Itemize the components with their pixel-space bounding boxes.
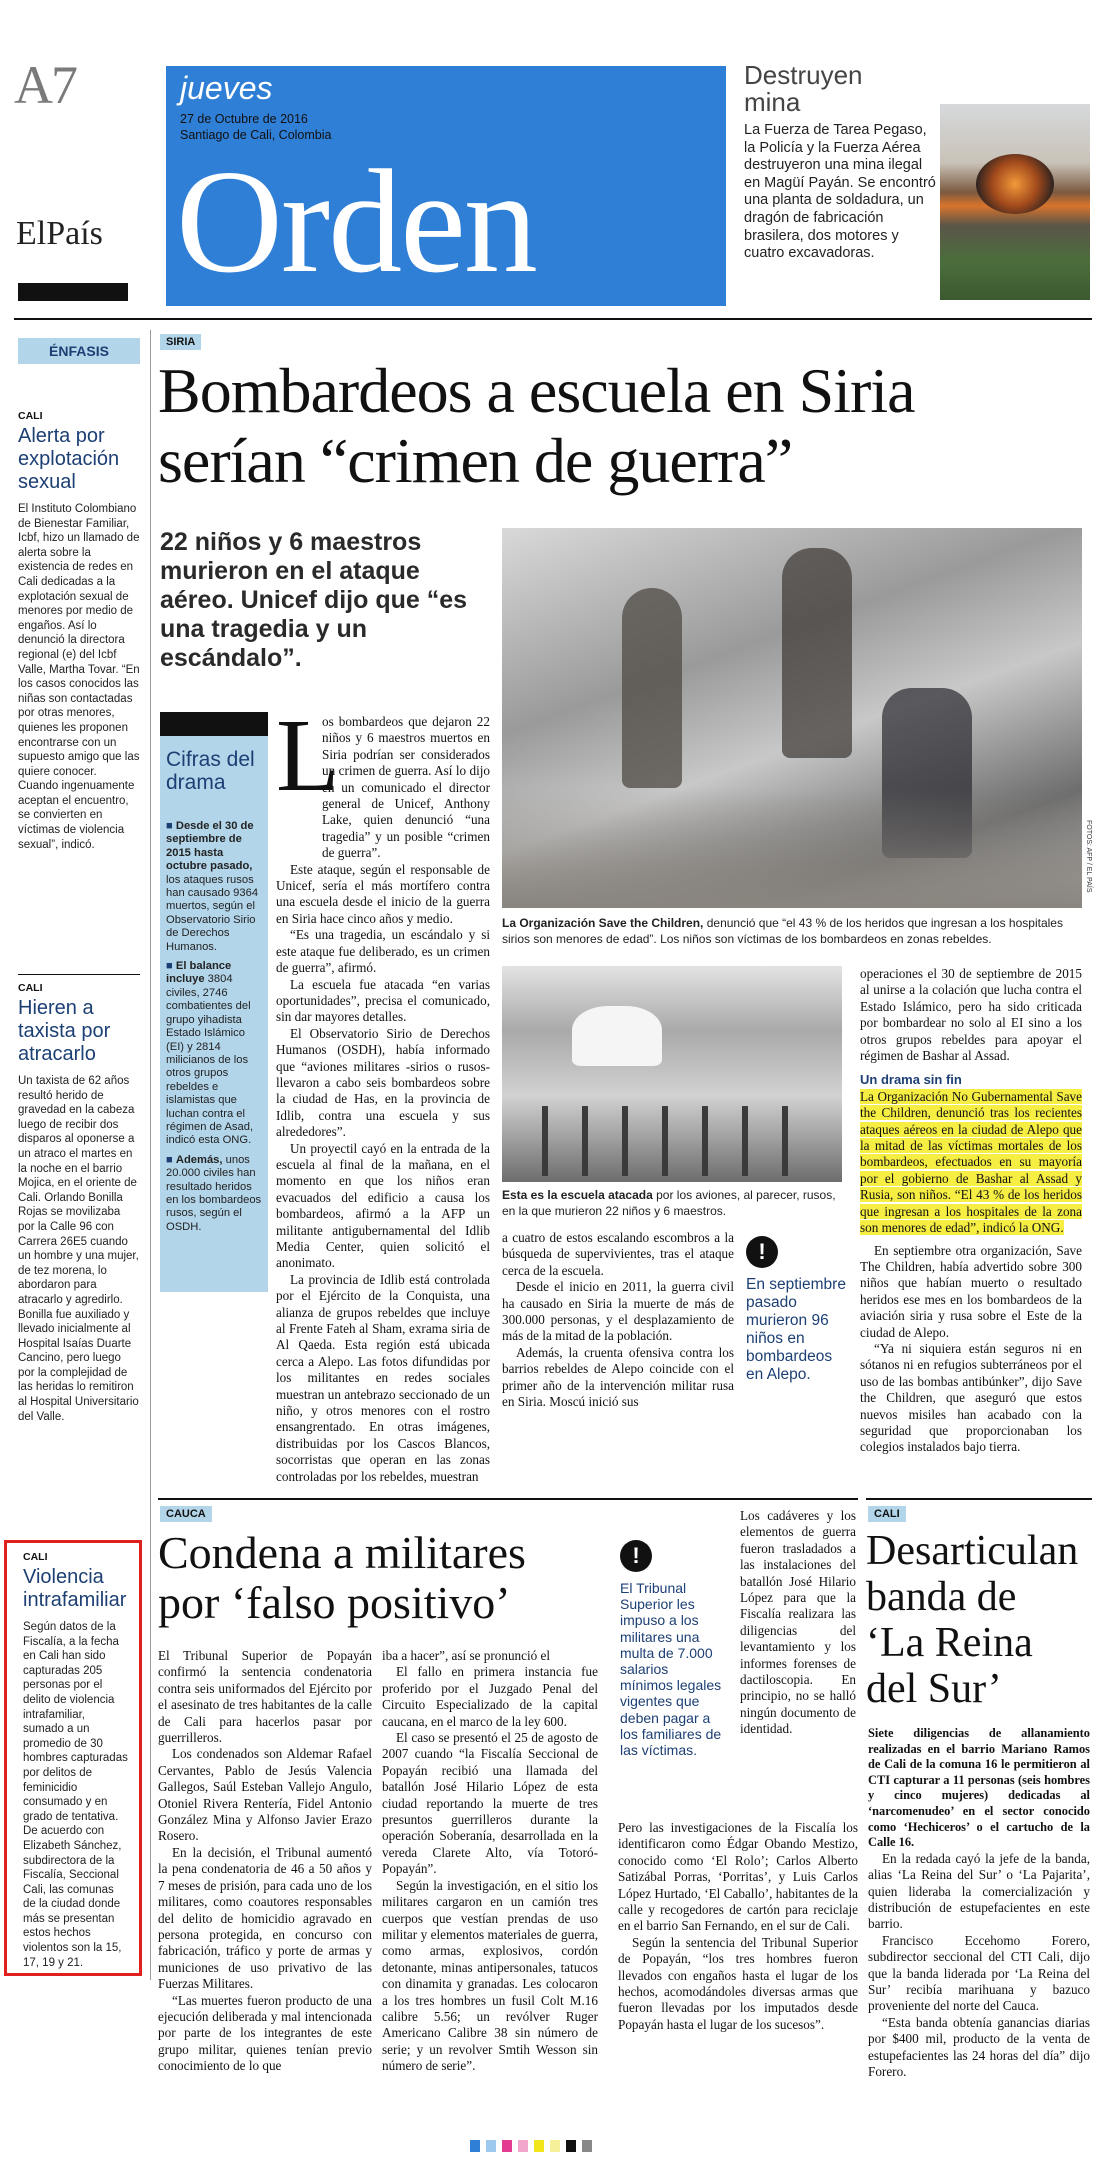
explosion-photo: [940, 104, 1090, 300]
figures-list: [166, 820, 266, 1234]
story-tag: SIRIA: [160, 334, 201, 350]
paragraph: El caso se presentó el 25 de agosto de 2007 cuando “la Fiscalía Seccional de Popayán recibió una llamada del batallón José Hilario López de esta ciudad reportando la muerte de tres presuntos guerrilleros durante la operación Soberanía, desarrollada en la vereda Clarete Alto, vía Totoró-Popayán”.: [382, 1730, 598, 1877]
brief-title: Destruyen mina: [744, 60, 863, 117]
caption-lead: Esta es la escuela atacada: [502, 1188, 653, 1202]
caption-lead: La Organización Save the Children,: [502, 916, 704, 930]
masthead-rule: [14, 318, 1092, 320]
paragraph: “Esta banda obtenía ganancias diarias por $400 mil, producto de la venta de estupefacientes las 24 horas del día” dijo Forero.: [868, 2014, 1090, 2080]
school-photo-caption: [502, 1188, 842, 1219]
newspaper-logo: ElPaís: [16, 215, 103, 252]
paragraph: Este ataque, según el responsable de Unicef, sería el más mortífero contra una escuela desde el inicio de la guerra en Siria hace cinco años y medio.: [276, 861, 490, 926]
sidebar-label: ÉNFASIS: [49, 343, 109, 359]
pull-quote: En septiembre pasado murieron 96 niños en bombardeos en Alepo.: [746, 1276, 846, 1383]
paragraph: Según la investigación, en el sitio los militares cargaron en un camión tres cuerpos que vestían prendas de uso militar y elementos materiales de guerra, como armas, explosivos, cordón detonante, minas antipersonales, tatucos con dinamita y granadas. Les colocaron a los tres hombres un fusil Colt M.16 calibre 5.56; un revólver Ruger Americano Calibre 38 sin número de serie; y un revolver Smtih Wesson sin número de serie”.: [382, 1877, 598, 2074]
paragraph: “Ya ni siquiera están seguros ni en sótanos ni en refugios subterráneos por el uso de las bombas antibúnker”, dijo Save the Children, que aseguró que estos nuevos misiles han acabado con la seguridad que proporcionaban los colegios instalados bajo tierra.: [860, 1340, 1082, 1455]
paragraph: iba a hacer”, así se pronunció el: [382, 1648, 551, 1663]
figures-box: [160, 712, 268, 1292]
school-photo: [502, 966, 842, 1182]
figure-item: ■ Desde el 30 de septiembre de 2015 hasta octubre pasado, los ataques rusos han causado 9364 muertos, según el Observatorio Sirio de Derechos Humanos.: [166, 820, 259, 953]
cali-headline: Desarticulan banda de ‘La Reina del Sur’: [866, 1528, 1079, 1712]
brief-text: La Fuerza de Tarea Pegaso, la Policía y la Fuerza Aérea destruyeron una mina ilegal en Magüí Payán. Se encontró una planta de soldadura, un dragón de fabricación brasilera, dos motores y cuatro excavadoras.: [744, 122, 936, 262]
main-body-col3: [860, 966, 1082, 1456]
headline-line-2: serían “crimen de guerra”: [158, 425, 793, 496]
paragraph: El fallo en primera instancia fue proferido por el Juzgado Penal del Circuito Especializado de la capital caucana, en el marco de la ley 600.: [382, 1664, 598, 1729]
figure-item: ■ El balance incluye 3804 civiles, 2746 combatientes del grupo yihadista Estado Islámico (EI) y 2814 milicianos de los otros grupos rebeldes e islamistas que luchan contra el régimen de Asad, indicó esta ONG.: [166, 960, 254, 1147]
cauca-col3a: [740, 1508, 856, 1738]
cauca-col2: [382, 1648, 598, 2075]
paragraph: En la decisión, el Tribunal aumentó la pena condenatoria de 46 a 50 años y 7 meses de prisión, para cada uno de los militares, como coautores responsables del delito de homicidio agravado en persona protegida, en concurso con fabricación, tráfico y porte de armas y municiones de uso privativo de las Fuerzas Militares.: [158, 1844, 372, 1992]
caption-text: por los aviones, al parecer, rusos, en la que murieron 22 niños y 6 maestros.: [502, 1188, 836, 1218]
cauca-headline-2: por ‘falso positivo’: [158, 1577, 511, 1628]
section-banner: [166, 66, 726, 306]
paragraph: os bombardeos que dejaron 22 niños y 6 maestros muertos en Siria podrían ser considerados un crimen de guerra. Así lo dijo en un comunicado el director general de Unicef, Anthony Lake, quien denunció “una tragedia” y un posible “crimen de guerra”.: [322, 714, 490, 861]
paragraph: La provincia de Idlib está controlada por el Ejército de la Conquista, una alianza de grupos rebeldes que incluye al Frente Fateh al Sham, exrama siria de Al Qaeda. Esta región está ubicada cerca a Alepo. Las fotos difundidas por los militantes en redes sociales muestran un antebrazo seccionado de un niño, y otros menores con el rostro ensangrentado. En otras imágenes, distribuidas por los Cascos Blancos, socorristas que operan en las zonas controladas por los rebeldes, muestran: [276, 1271, 490, 1484]
place-label: Santiago de Cali, Colombia: [180, 128, 332, 142]
paragraph: “Es una tragedia, un escándalo y si este ataque fue deliberado, es un crimen de guerra”, afirmó.: [276, 927, 490, 976]
paragraph: a cuatro de estos escalando escombros a la búsqueda de supervivientes, tras el ataque cerca de la escuela.: [502, 1230, 734, 1278]
brief-box: [744, 62, 1092, 308]
main-body-col2: [502, 1230, 734, 1410]
section-rule: [158, 1498, 858, 1500]
cali-body: [868, 1726, 1090, 2080]
figure-item: ■ Además, unos 20.000 civiles han resultado heridos en los bombardeos rusos, según el OSDH.: [166, 1153, 262, 1233]
paragraph: La escuela fue atacada “en varias oportunidades”, precisa el comunicado, sin dar mayores detalles.: [276, 976, 490, 1025]
sidebar-item: [18, 982, 140, 1424]
day-label: jueves: [180, 70, 273, 106]
section-title: Orden: [176, 140, 536, 304]
sidebar-kicker: CALI: [18, 410, 43, 422]
sidebar-item: [18, 410, 140, 852]
pull-quote: El Tribunal Superior les impuso a los militares una multa de 7.000 salarios mínimos legales vigentes que deben pagar a los familiares de las víctimas.: [620, 1580, 722, 1759]
paragraph: El Observatorio Sirio de Derechos Humanos (OSDH), había informado que “aviones militares -sirios o rusos- llevaron a cabo seis bombardeos sobre la ciudad de Has, en la provincia de Idlib, contra una escuela y sus alrededores”.: [276, 1025, 490, 1140]
sidebar-title: Violencia intrafamiliar: [23, 1566, 127, 1611]
main-photo-caption: [502, 916, 1082, 947]
cauca-headline-1: Condena a militares: [158, 1527, 526, 1578]
figures-title: Cifras del drama: [166, 748, 255, 794]
paragraph: Los condenados son Aldemar Rafael Cervantes, Pablo de Jesús Valencia Gallegos, Saúl Esteban Vallejo Angulo, Otoniel Rivera Rentería, Fidel Antonio González Mina y Alfonso Javier Erazo Rosero.: [158, 1746, 372, 1844]
sidebar-divider: [18, 974, 140, 975]
paragraph: Francisco Eccehomo Forero, subdirector seccional del CTI Cali, dijo que la banda liderada por ‘La Reina del Sur’ recibía marihuana y bazuco proveniente del norte del Cauca.: [868, 1932, 1090, 2014]
paragraph: En septiembre otra organización, Save The Children, había advertido sobre 300 niños que habían muerto o resultado heridos ese mes en los bombardeos de la aviación siria y rusa sobre el Este de la ciudad de Alepo.: [860, 1242, 1082, 1340]
color-registration-bar: [470, 2140, 650, 2152]
main-photo-children: [502, 528, 1082, 908]
sidebar-label-box: [18, 338, 140, 364]
figures-box-top-bar: [160, 712, 268, 736]
date-label: 27 de Octubre de 2016: [180, 112, 308, 126]
paragraph: Según la sentencia del Tribunal Superior de Popayán, “los tres hombres fueron llevados con engaños hasta el lugar de los hechos, acomodándoles diversas armas que fueron llevadas por los imputados desde Popayán hasta el lugar de los sucesos”.: [618, 1934, 858, 2032]
paragraph: Los cadáveres y los elementos de guerra fueron trasladados a las instalaciones del batallón José Hilario López para que la Fiscalía realizara las diligencias del levantamiento y los informes forenses de dactiloscopia. En principio, no se halló ningún documento de identidad.: [740, 1508, 856, 1737]
cauca-col1: [158, 1648, 372, 2075]
cauca-col3b: [618, 1820, 858, 2033]
sidebar-text: Según datos de la Fiscalía, a la fecha en Cali han sido capturadas 205 personas por el delito de violencia intrafamiliar, sumado a un promedio de 30 hombres capturadas por delitos de feminicidio consumado y en grado de tentativa. De acuerdo con Elizabeth Sánchez, subdirectora de la Fiscalía, Seccional Cali, las comunas de la ciudad donde más se presentan estos hechos violentos son la 15, 17, 19 y 21.: [23, 1621, 128, 1969]
paragraph: Siete diligencias de allanamiento realizadas en el barrio Mariano Ramos de Cali de la comuna 16 le permitieron al CTI capturar a 11 personas (seis hombres y cinco mujeres) dedicadas al ‘narcomenudeo’ en el sector conocido como ‘Hechiceros’ o el cartucho de la Calle 16.: [868, 1726, 1090, 1850]
sidebar-text: El Instituto Colombiano de Bienestar Familiar, Icbf, hizo un llamado de alerta sobre la existencia de redes en Cali dedicadas a la explotación sexual de menores por medio de engaños. Así lo denunció la directora regional (e) del Icbf Valle, Martha Tovar. “En los casos conocidos las niñas son contactadas por otras menores, quienes les proponen encontrarse con un supuesto amigo que las quiere conocer. Cuando ingenuamente aceptan el encuentro, se convierten en víctimas de violencia sexual”, indicó.: [18, 503, 140, 851]
paragraph: Desde el inicio en 2011, la guerra civil ha causado en Siria la muerte de más de 300.000 personas, y el desplazamiento de más de la mitad de la población.: [502, 1279, 734, 1344]
paragraph: Pero las investigaciones de la Fiscalía los identificaron como Édgar Obando Mestizo, conocido como ‘El Rolo’; Carlos Alberto Satizábal Porras, ‘Porritas’, y Luis Carlos López Hurtado, ‘El Caballo’, habitantes de la calle y recogedores de cartón para reciclaje en el barrio San Fernando, en el sur de Cali.: [618, 1820, 858, 1934]
quote-icon: !: [620, 1540, 652, 1572]
section-rule: [866, 1498, 1092, 1500]
sidebar-text: Un taxista de 62 años resultó herido de gravedad en la cabeza luego de recibir dos disparos al oponerse a un atraco el martes en la noche en el barrio Mojica, en el oriente de Cali. Orlando Bonilla Rojas se movilizaba por la Calle 96 con Carrera 26E5 cuando un hombre y una mujer, de tez morena, lo abordaron para atracarlo y agredirlo. Bonilla fue auxiliado y llevado inicialmente al Hospital Isaías Duarte Cancino, pero luego por la complejidad de las heridas lo remitiron al Hospital Universitario del Valle.: [18, 1075, 139, 1423]
caption-text: denunció que “el 43 % de los heridos que ingresan a los hospitales sirios son menores de edad”. Los niños son víctimas de los bombardeos en zonas rebeldes.: [502, 916, 1063, 946]
dropcap: L: [276, 698, 340, 813]
headline-line-1: Bombardeos a escuela en Siria: [158, 355, 915, 426]
sidebar-kicker: CALI: [18, 982, 43, 994]
sidebar-kicker: CALI: [23, 1551, 48, 1563]
paragraph: En la redada cayó la jefe de la banda, alias ‘La Reina del Sur’ o ‘La Pajarita’, quien lideraba la comercialización y distribución de estupefacientes en este barrio.: [868, 1850, 1090, 1932]
sidebar-title: Alerta por explotación sexual: [18, 425, 120, 493]
paragraph: Un proyectil cayó en la entrada de la escuela al final de la mañana, en el momento en que los niños eran evacuados del edificio a causa los bombardeos, afirmó a la AFP un militante antigubernamental del Idlib Media Center, quien solicitó el anonimato.: [276, 1140, 490, 1271]
sidebar-vrule: [150, 330, 151, 1980]
highlighted-paragraph: La Organización No Gubernamental Save the Children, denunció tras los recientes ataques aéreos en la ciudad de Alepo que la mitad de las víctimas mortales de los bombardeos, efectuados en su mayoría por el gobierno de Bashar al Assad y Rusia, son niños. “El 43 % de los heridos que ingresan a los hospitales de la zona son menores de edad”, indicó la ONG.: [860, 1088, 1082, 1236]
subheading: Un drama sin fin: [860, 1072, 962, 1088]
cauca-tag: CAUCA: [160, 1506, 212, 1522]
quote-icon: !: [746, 1236, 778, 1268]
paragraph: El Tribunal Superior de Popayán confirmó la sentencia condenatoria contra seis uniformados del Ejército por el asesinato de tres habitantes de la calle de Cali para hacerlos pasar por guerrilleros.: [158, 1648, 372, 1746]
sidebar-item-highlighted: [4, 1540, 142, 1976]
cali-tag: CALI: [868, 1506, 906, 1522]
masthead-bar: [18, 283, 128, 301]
story-deck: 22 niños y 6 maestros murieron en el ataque aéreo. Unicef dijo que “es una tragedia y un escándalo”.: [160, 528, 468, 672]
page-number: A7: [14, 55, 76, 115]
paragraph: “Las muertes fueron producto de una ejecución deliberada y mal intencionada por parte de los integrantes de este grupo militar, quienes tenían previo conocimiento de lo que: [158, 1992, 372, 2074]
paragraph: operaciones el 30 de septiembre de 2015 al unirse a la colación que lucha contra el Estado Islámico, pero ha sido criticada por bombardear no solo al EI sino a los otros grupos rebeldes para apoyar el régimen de Bashar al Assad.: [860, 966, 1082, 1064]
main-body-col1: [276, 714, 490, 1485]
sidebar-title: Hieren a taxista por atracarlo: [18, 997, 111, 1065]
paragraph: Además, la cruenta ofensiva contra los barrios rebeldes de Alepo coincide con el primer año de la intervención militar rusa en Siria. Moscú inició sus: [502, 1344, 734, 1410]
photo-credit: FOTOS: AFP / EL PAÍS: [1085, 820, 1092, 893]
